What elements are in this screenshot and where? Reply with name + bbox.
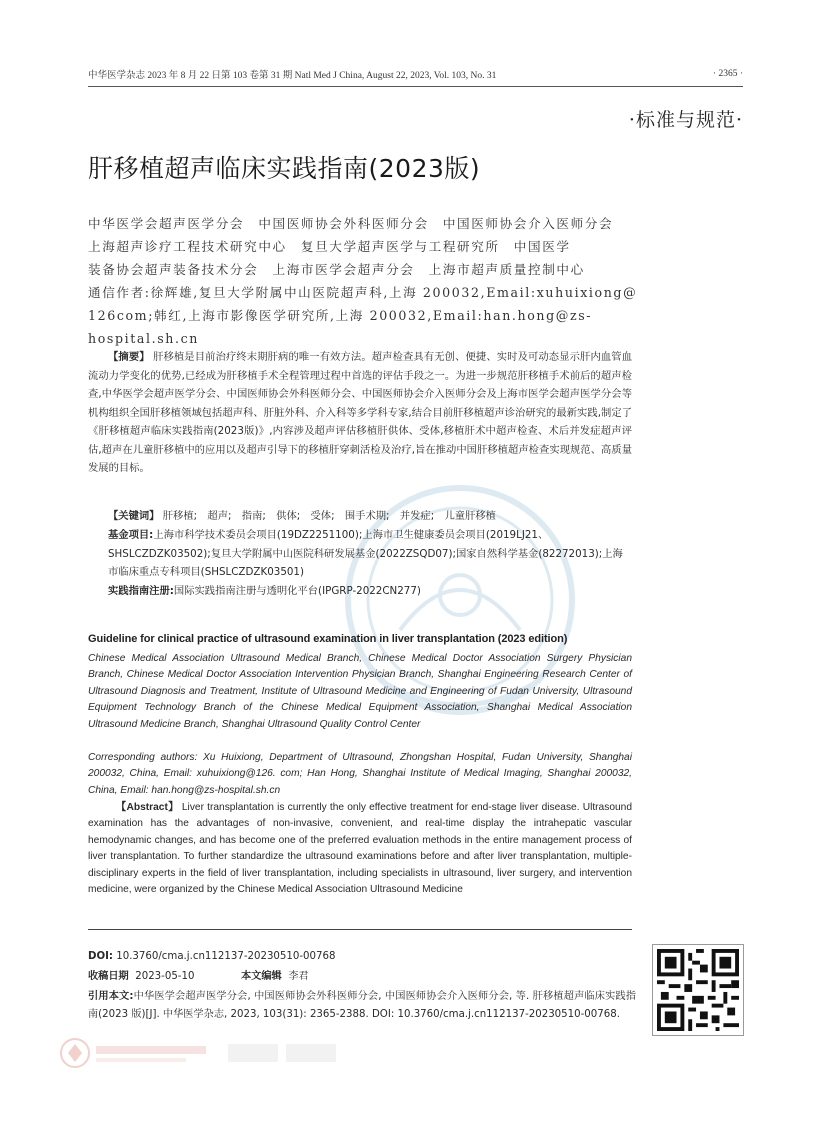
running-header: [88, 66, 743, 82]
english-abstract-text: Liver transplantation is currently the only effective treatment for end-stage liver disease. Ultrasound examination has the advantages of non-invasive, convenient, and real-time display the intrahepatic vascular hemodynamic changes, and has become one of the preferred evaluation methods in the entire management process of liver transplantation. To further standardize the ultrasound examinations before and after liver transplantation, multiple-disciplinary experts in the field of liver transplantation, including specialists in ultrasound, liver surgery, and intervention medicine, were organized by the Chinese Medical Association Ultrasound Medicine: [88, 802, 632, 896]
header-divider: [88, 86, 743, 87]
citation-text: 中华医学会超声医学分会, 中国医师协会外科医师分会, 中国医师协会介入医师分会, 等. 肝移植超声临床实践指南(2023 版)[J]. 中华医学杂志, 2023, 103(31): 2365-2388. DOI: 10.3760/cma.j.cn112137-20230510-00768.: [88, 991, 636, 1020]
english-title: Guideline for clinical practice of ultrasound examination in liver transplantation (2023 edition): [88, 633, 568, 645]
doi-label: DOI:: [88, 951, 113, 962]
editor-name: 李君: [288, 971, 309, 982]
section-label: ·标准与规范·: [628, 109, 743, 131]
article-title: 肝移植超声临床实践指南(2023版): [88, 154, 481, 183]
chinese-abstract: [88, 348, 632, 478]
qr-code-icon: [657, 949, 739, 1031]
registration-text: 国际实践指南注册与透明化平台(IPGRP-2022CN277): [173, 585, 421, 597]
abstract-text: 肝移植是目前治疗终末期肝病的唯一有效方法。超声检查具有无创、便捷、实时及可动态显示肝内血管血流动力学变化的优势,已经成为肝移植手术全程管理过程中首选的评估手段之一。为进一步规范肝移植手术前后的超声检查,中华医学会超声医学分会、中国医师协会外科医师分会、中国医师协会介入医师分会及上海市医学会超声医学分会等机构组织全国肝移植领域包括超声科、肝脏外科、介入科等多学科专家,结合目前肝移植超声诊治研究的最新实践,制定了《肝移植超声临床实践指南(2023版)》,内容涉及超声评估移植肝供体、受体,移植肝术中超声检查、术后并发症超声评估,超声在儿童肝移植中的应用以及超声引导下的移植肝穿刺活检及治疗,旨在推动中国肝移植超声检查实现规范、高质量发展的目标。: [88, 351, 633, 474]
guideline-registration: [88, 582, 632, 601]
author-block: [88, 212, 648, 350]
editor-label: 本文编辑: [240, 971, 282, 982]
qr-code[interactable]: [652, 944, 744, 1036]
abstract-label: 【摘要】: [108, 351, 150, 363]
publisher-logo-watermark: [58, 1036, 378, 1070]
funding-label: 基金项目:: [108, 529, 154, 541]
journal-citation-header: 中华医学杂志 2023 年 8 月 22 日第 103 卷第 31 期 Natl Med J China, August 22, 2023, Vol. 103, No. 31: [88, 71, 497, 81]
author-line: 装备协会超声装备技术分会 上海市医学会超声分会 上海市超声质量控制中心: [88, 262, 585, 277]
keywords-text: 肝移植; 超声; 指南; 供体; 受体; 围手术期; 并发症; 儿童肝移植: [162, 510, 496, 522]
funding: [88, 526, 632, 582]
english-corresponding: Corresponding authors: Xu Huixiong, Department of Ultrasound, Zhongshan Hospital, Fudan University, Shanghai 200032, China, Email: xuhuixiong@126. com; Han Hong, Shanghai Institute of Medical Imaging, Shanghai 200032, China, Email: han.hong@zs-hospital.sh.cn: [88, 752, 632, 796]
english-abstract-label: 【Abstract】: [116, 802, 179, 813]
funding-text: 上海市科学技术委员会项目(19DZ2251100);上海市卫生健康委员会项目(2019LJ21、SHSLCZDZK03502);复旦大学附属中山医院科研发展基金(2022ZSQD07);国家自然科学基金(82272013);上海市临床重点专科项目(SHSLCZDZK03501): [108, 529, 623, 578]
author-line: 中华医学会超声医学分会 中国医师协会外科医师分会 中国医师协会介入医师分会: [88, 216, 614, 231]
correspondence-line: 通信作者:徐辉雄,复旦大学附属中山医院超声科,上海 200032,Email:xuhuixiong@: [88, 285, 638, 300]
author-line: 上海超声诊疗工程技术研究中心 复旦大学超声医学与工程研究所 中国医学: [88, 239, 571, 254]
keywords-label: 【关键词】: [108, 510, 160, 522]
footer-divider: [88, 929, 632, 930]
dates-line: [88, 968, 636, 986]
received-label: 收稿日期: [88, 971, 129, 982]
doi-line: [88, 948, 636, 966]
registration-label: 实践指南注册:: [108, 585, 174, 597]
keywords: [88, 507, 632, 526]
english-authors: Chinese Medical Association Ultrasound Medical Branch, Chinese Medical Doctor Association Surgery Physician Branch, Chinese Medical Doctor Association Intervention Physician Branch, Shanghai Engineering Research Center of Ultrasound Diagnosis and Treatment, Institute of Ultrasound Medicine and Engineering of Fudan University, Ultrasound Equipment Technology Branch of the Chinese Medical Equipment Association, Shanghai Medical Association Ultrasound Medicine Branch, Shanghai Ultrasound Quality Control Center: [88, 653, 632, 730]
english-abstract: [88, 800, 632, 898]
doi-value[interactable]: 10.3760/cma.j.cn112137-20230510-00768: [116, 951, 336, 962]
citation-label: 引用本文:: [88, 991, 134, 1002]
citation: [88, 988, 636, 1024]
page-number: · 2365 ·: [712, 69, 743, 79]
correspondence-line: 126com;韩红,上海市影像医学研究所,上海 200032,Email:han.hong@zs-hospital.sh.cn: [88, 308, 593, 346]
received-date: 2023-05-10: [135, 971, 195, 982]
